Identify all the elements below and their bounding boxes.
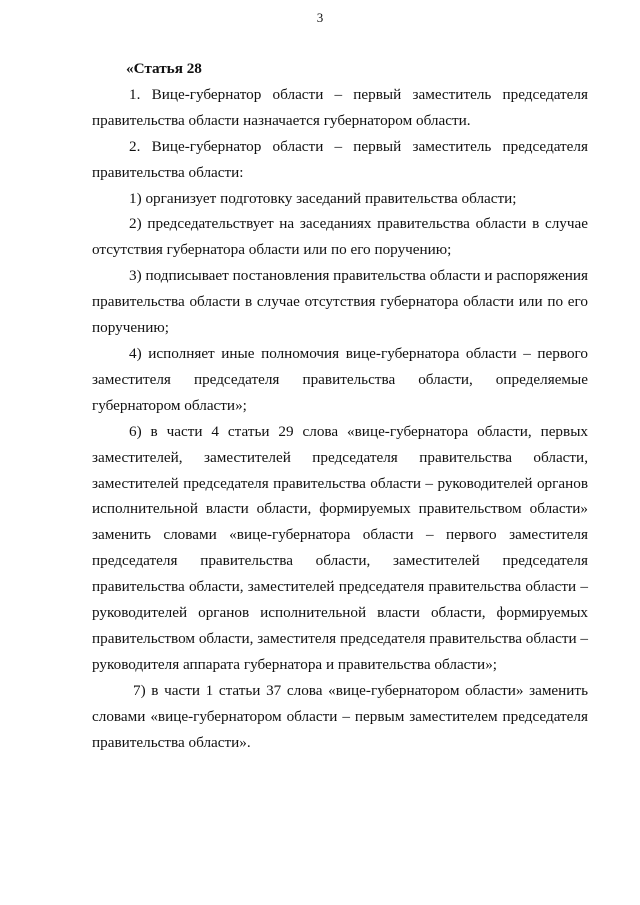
article-paragraph: 4) исполняет иные полномочия вице-губернатора области – первого заместителя председателя правительства области, определяемые губернатором области»; <box>92 344 588 414</box>
article-paragraph: 1. Вице-губернатор области – первый заместитель председателя правительства области назначается губернатором области. <box>92 85 588 129</box>
article-paragraph: 2) председательствует на заседаниях правительства области в случае отсутствия губернатора области или по его поручению; <box>92 215 588 259</box>
amendment-paragraph: 6) в части 4 статьи 29 слова «вице-губернатора области, первых заместителей, заместителей председателя правительства области, заместителей председателя правительства области – руководителей органов исполнительной власти области, формируемых правительством области» заменить словами «вице-губернатора области – первого заместителя председателя правительства области, заместителей председателя правительства области, заместителей председателя правительства области – руководителей органов исполнительной власти области, формируемых правительством области, заместителя председателя правительства области – руководителя аппарата губернатора и правительства области»; <box>92 422 588 673</box>
article-heading: «Статья 28 <box>126 60 202 77</box>
article-paragraph: 2. Вице-губернатор области – первый заместитель председателя правительства области: <box>92 137 588 181</box>
article-paragraph: 1) организует подготовку заседаний правительства области; <box>129 189 517 207</box>
article-paragraph: 3) подписывает постановления правительства области и распоряжения правительства области в случае отсутствия губернатора области или по его поручению; <box>92 267 588 337</box>
document-body <box>92 56 588 755</box>
amendment-paragraph: 7) в части 1 статьи 37 слова «вице-губернатором области» заменить словами «вице-губернатором области – первым заместителем председателя правительства области». <box>92 681 588 751</box>
page-number: 3 <box>316 10 324 25</box>
